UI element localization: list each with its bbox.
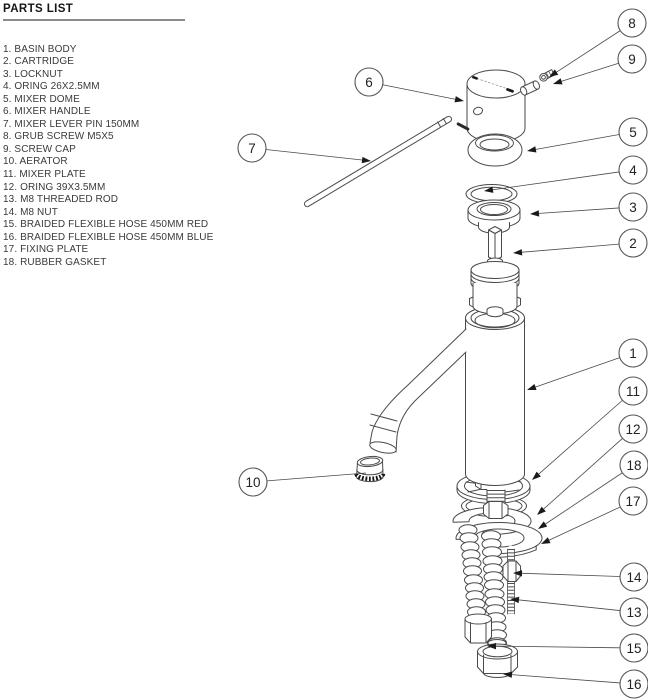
leader-line [515, 244, 619, 253]
callout-number: 18 [626, 457, 642, 473]
parts-list-item: 10. AERATOR [3, 156, 68, 168]
callout-number: 11 [625, 383, 641, 399]
callout-number: 10 [245, 474, 261, 490]
callout-number: 6 [365, 74, 373, 90]
leader-line [383, 85, 462, 101]
leader-arrowhead [530, 210, 539, 216]
leader-line [534, 400, 623, 478]
callout-6 [355, 68, 464, 102]
parts-list-item: 9. SCREW CAP [3, 143, 76, 155]
leader-arrowhead [527, 384, 537, 390]
callout-number: 2 [629, 235, 637, 251]
spout [369, 329, 466, 455]
parts-list-title: PARTS LIST [3, 3, 74, 15]
leader-arrowhead [513, 249, 522, 255]
callout-10 [239, 468, 366, 496]
m8-nut-part [503, 561, 521, 582]
callout-16 [503, 670, 648, 698]
callout-number: 7 [248, 140, 256, 156]
callout-13 [510, 597, 648, 626]
lever-pin-part [304, 116, 451, 206]
leader-line [555, 63, 619, 83]
basin-body-part [466, 303, 525, 485]
callout-number: 15 [626, 640, 642, 656]
parts-list-item: 14. M8 NUT [3, 206, 58, 218]
leader-line [515, 573, 620, 576]
callout-number: 16 [626, 676, 642, 692]
mixer-handle-part [456, 70, 525, 142]
callout-2 [513, 229, 647, 257]
leader-line [529, 134, 619, 150]
callout-14 [513, 563, 648, 591]
parts-list-item: 7. MIXER LEVER PIN 150MM [3, 118, 140, 130]
hose-nut-left [465, 614, 492, 643]
leader-line [505, 674, 620, 683]
leader-arrowhead [455, 96, 464, 102]
callout-7 [238, 134, 371, 163]
leader-arrowhead [553, 78, 563, 84]
parts-list-item: 2. CARTRIDGE [3, 56, 75, 68]
callout-number: 1 [629, 345, 637, 361]
braided-hose-left [459, 525, 486, 617]
callout-number: 12 [625, 421, 641, 437]
parts-list-item: 6. MIXER HANDLE [3, 106, 91, 118]
leader-arrowhead [362, 157, 371, 163]
callout-3 [530, 193, 647, 221]
parts-list-item: 1. BASIN BODY [3, 43, 77, 55]
callout-number: 3 [629, 199, 637, 215]
leader-line [512, 599, 620, 610]
callout-number: 8 [628, 15, 636, 31]
parts-list-item: 17. FIXING PLATE [3, 244, 89, 256]
callout-number: 17 [625, 493, 641, 509]
parts-list-item: 16. BRAIDED FLEXIBLE HOSE 450MM BLUE [3, 231, 214, 243]
leader-arrowhead [527, 146, 536, 152]
leader-line [540, 473, 623, 528]
leader-line [532, 208, 619, 214]
parts-list-item: 3. LOCKNUT [3, 68, 63, 80]
callout-number: 14 [626, 569, 642, 585]
leader-line [543, 507, 621, 543]
leader-line [486, 172, 619, 191]
leader-line [266, 150, 369, 161]
leader-line [267, 473, 366, 481]
parts-list-item: 11. MIXER PLATE [3, 168, 86, 180]
leader-line [529, 358, 620, 390]
callout-17 [541, 487, 647, 544]
leader-line [551, 31, 621, 76]
parts-list-item: 8. GRUB SCREW M5X5 [3, 131, 114, 143]
parts-list-item: 4. ORING 26X2.5MM [3, 81, 100, 93]
callout-5 [527, 118, 647, 153]
parts-list-item: 15. BRAIDED FLEXIBLE HOSE 450MM RED [3, 219, 209, 231]
callout-number: 9 [628, 51, 636, 67]
callout-9 [553, 45, 646, 84]
callout-number: 4 [629, 162, 637, 178]
parts-list-item: 18. RUBBER GASKET [3, 256, 107, 268]
callout-number: 5 [629, 124, 637, 140]
threaded-shank [484, 490, 509, 519]
aerator-part [357, 455, 384, 481]
leader-arrowhead [538, 521, 547, 529]
parts-list-item: 13. M8 THREADED ROD [3, 194, 119, 206]
leader-line [538, 438, 622, 513]
mixer-dome-part [468, 134, 522, 166]
parts-list-item: 5. MIXER DOME [3, 93, 80, 105]
callout-number: 13 [626, 604, 642, 620]
parts-list-item: 12. ORING 39X3.5MM [3, 181, 106, 193]
cartridge-part [470, 227, 521, 317]
